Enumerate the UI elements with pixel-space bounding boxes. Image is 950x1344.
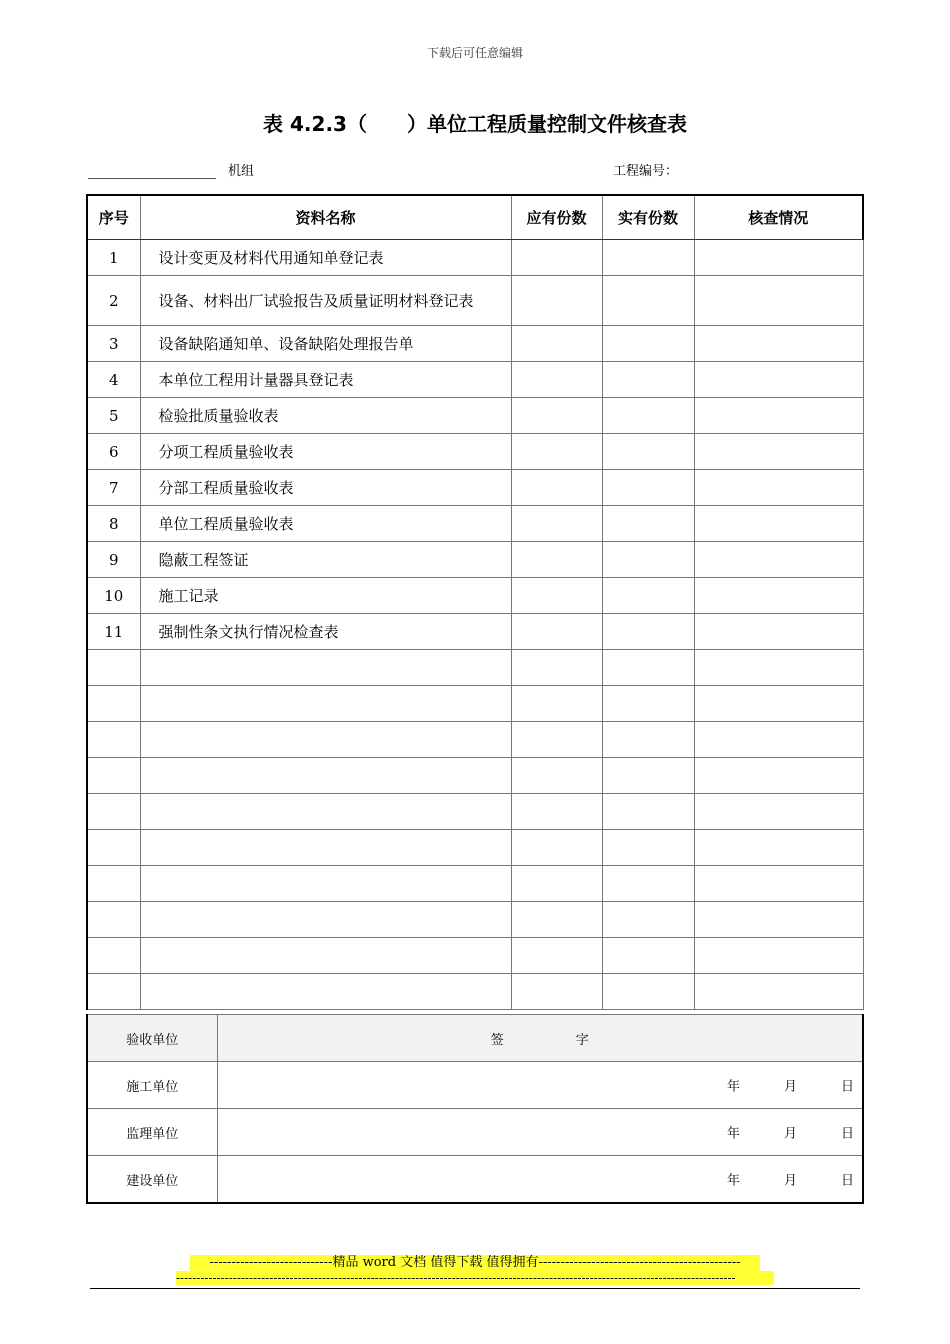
row-name: 分项工程质量验收表	[140, 434, 511, 470]
row-check-cell	[694, 362, 863, 398]
row-check-cell	[694, 578, 863, 614]
empty-row	[87, 794, 863, 830]
footer-banner: ----------------------------精品 word 文档 值得下载 值得拥有----------------------------------------------	[190, 1255, 760, 1271]
table-row	[87, 542, 863, 578]
signature-table	[86, 1014, 864, 1204]
row-seq: 9	[87, 542, 140, 578]
empty-cell	[602, 866, 694, 902]
empty-cell	[694, 686, 863, 722]
unit-blank-line	[88, 178, 216, 179]
empty-cell	[87, 794, 140, 830]
empty-cell	[140, 974, 511, 1010]
row-seq: 3	[87, 326, 140, 362]
row-check-cell	[694, 470, 863, 506]
empty-cell	[87, 650, 140, 686]
row-actual-cell	[602, 326, 694, 362]
row-check-cell	[694, 506, 863, 542]
row-name: 强制性条文执行情况检查表	[140, 614, 511, 650]
row-required-cell	[511, 326, 602, 362]
row-seq: 10	[87, 578, 140, 614]
empty-cell	[511, 650, 602, 686]
empty-cell	[694, 650, 863, 686]
empty-cell	[602, 722, 694, 758]
empty-row	[87, 758, 863, 794]
acceptance-unit-label: 验收单位	[87, 1015, 217, 1062]
empty-cell	[602, 686, 694, 722]
empty-cell	[694, 794, 863, 830]
row-name: 本单位工程用计量器具登记表	[140, 362, 511, 398]
empty-cell	[140, 830, 511, 866]
row-required-cell	[511, 470, 602, 506]
unit-label: 机组	[228, 164, 255, 179]
month-label: 月	[783, 1126, 797, 1142]
empty-cell	[694, 830, 863, 866]
table-row	[87, 578, 863, 614]
row-name: 隐蔽工程签证	[140, 542, 511, 578]
empty-cell	[511, 830, 602, 866]
date-fields	[727, 1076, 854, 1095]
row-seq: 2	[87, 276, 140, 326]
row-required-cell	[511, 434, 602, 470]
row-required-cell	[511, 362, 602, 398]
empty-row	[87, 686, 863, 722]
empty-cell	[87, 830, 140, 866]
row-name: 设备、材料出厂试验报告及质量证明材料登记表	[140, 276, 511, 326]
table-row	[87, 434, 863, 470]
empty-row	[87, 938, 863, 974]
empty-cell	[694, 758, 863, 794]
day-label: 日	[840, 1126, 854, 1142]
empty-cell	[87, 686, 140, 722]
row-seq: 5	[87, 398, 140, 434]
row-name: 设备缺陷通知单、设备缺陷处理报告单	[140, 326, 511, 362]
empty-cell	[140, 758, 511, 794]
row-required-cell	[511, 506, 602, 542]
empty-cell	[511, 938, 602, 974]
row-actual-cell	[602, 506, 694, 542]
empty-cell	[602, 830, 694, 866]
row-actual-cell	[602, 578, 694, 614]
row-required-cell	[511, 614, 602, 650]
row-seq: 8	[87, 506, 140, 542]
row-required-cell	[511, 398, 602, 434]
header-note: 下载后可任意编辑	[426, 46, 523, 60]
row-actual-cell	[602, 276, 694, 326]
year-label: 年	[726, 1173, 740, 1189]
sign-char-1: 签	[490, 1032, 504, 1048]
table-row	[87, 470, 863, 506]
day-label: 日	[840, 1173, 854, 1189]
empty-cell	[602, 758, 694, 794]
empty-cell	[511, 902, 602, 938]
empty-cell	[511, 758, 602, 794]
row-name: 设计变更及材料代用通知单登记表	[140, 240, 511, 276]
row-actual-cell	[602, 362, 694, 398]
signature-date-cell	[217, 1062, 863, 1109]
row-actual-cell	[602, 240, 694, 276]
empty-cell	[140, 794, 511, 830]
empty-cell	[140, 938, 511, 974]
row-check-cell	[694, 614, 863, 650]
empty-cell	[511, 974, 602, 1010]
empty-cell	[87, 974, 140, 1010]
row-name: 单位工程质量验收表	[140, 506, 511, 542]
empty-row	[87, 722, 863, 758]
empty-cell	[87, 902, 140, 938]
sign-char-2: 字	[575, 1032, 589, 1048]
row-actual-cell	[602, 470, 694, 506]
empty-cell	[140, 722, 511, 758]
unit-name-owner: 建设单位	[87, 1156, 217, 1204]
empty-cell	[140, 650, 511, 686]
row-check-cell	[694, 398, 863, 434]
signature-row	[87, 1062, 863, 1109]
empty-cell	[511, 866, 602, 902]
empty-cell	[602, 938, 694, 974]
empty-cell	[602, 650, 694, 686]
signature-row	[87, 1156, 863, 1204]
month-label: 月	[783, 1079, 797, 1095]
table-row	[87, 276, 863, 326]
empty-cell	[140, 686, 511, 722]
row-seq: 11	[87, 614, 140, 650]
row-check-cell	[694, 542, 863, 578]
empty-cell	[694, 722, 863, 758]
empty-cell	[694, 866, 863, 902]
row-seq: 4	[87, 362, 140, 398]
table-row	[87, 362, 863, 398]
project-number-label: 工程编号：	[613, 164, 679, 179]
col-header-required: 应有份数	[511, 195, 602, 240]
col-header-name: 资料名称	[140, 195, 511, 240]
empty-cell	[602, 974, 694, 1010]
row-seq: 6	[87, 434, 140, 470]
empty-cell	[140, 866, 511, 902]
empty-row	[87, 830, 863, 866]
unit-name-supervision: 监理单位	[87, 1109, 217, 1156]
table-row	[87, 506, 863, 542]
empty-row	[87, 650, 863, 686]
row-actual-cell	[602, 398, 694, 434]
row-check-cell	[694, 240, 863, 276]
row-name: 检验批质量验收表	[140, 398, 511, 434]
signature-header	[217, 1015, 863, 1062]
empty-cell	[602, 902, 694, 938]
footer-divider	[90, 1288, 860, 1289]
row-check-cell	[694, 326, 863, 362]
date-fields	[727, 1123, 854, 1142]
empty-cell	[511, 686, 602, 722]
table-row	[87, 398, 863, 434]
signature-date-cell	[217, 1109, 863, 1156]
col-header-actual: 实有份数	[602, 195, 694, 240]
month-label: 月	[783, 1173, 797, 1189]
date-fields	[727, 1170, 854, 1189]
row-required-cell	[511, 240, 602, 276]
day-label: 日	[840, 1079, 854, 1095]
signature-date-cell	[217, 1156, 863, 1204]
table-row	[87, 614, 863, 650]
footer-dashes: ------------------------------------------------------------------------------------------------------------------------------------------	[176, 1271, 774, 1285]
empty-cell	[87, 758, 140, 794]
empty-row	[87, 866, 863, 902]
table-header-row	[87, 195, 863, 240]
empty-cell	[87, 866, 140, 902]
empty-cell	[602, 794, 694, 830]
checklist-table	[86, 194, 864, 1010]
row-actual-cell	[602, 542, 694, 578]
row-required-cell	[511, 276, 602, 326]
empty-cell	[87, 938, 140, 974]
empty-cell	[511, 722, 602, 758]
row-required-cell	[511, 542, 602, 578]
empty-cell	[694, 938, 863, 974]
signature-row	[87, 1109, 863, 1156]
year-label: 年	[726, 1079, 740, 1095]
col-header-check: 核查情况	[694, 195, 863, 240]
empty-row	[87, 902, 863, 938]
empty-row	[87, 974, 863, 1010]
row-seq: 1	[87, 240, 140, 276]
row-check-cell	[694, 276, 863, 326]
signature-header-row	[87, 1015, 863, 1062]
empty-cell	[694, 974, 863, 1010]
row-check-cell	[694, 434, 863, 470]
year-label: 年	[726, 1126, 740, 1142]
row-required-cell	[511, 578, 602, 614]
empty-cell	[87, 722, 140, 758]
row-name: 施工记录	[140, 578, 511, 614]
document-title: 表 4.2.3（ ）单位工程质量控制文件核查表	[263, 112, 687, 136]
unit-name-construction: 施工单位	[87, 1062, 217, 1109]
empty-cell	[511, 794, 602, 830]
row-actual-cell	[602, 614, 694, 650]
table-row	[87, 326, 863, 362]
row-name: 分部工程质量验收表	[140, 470, 511, 506]
empty-cell	[140, 902, 511, 938]
table-row	[87, 240, 863, 276]
empty-cell	[694, 902, 863, 938]
row-actual-cell	[602, 434, 694, 470]
col-header-seq: 序号	[87, 195, 140, 240]
row-seq: 7	[87, 470, 140, 506]
